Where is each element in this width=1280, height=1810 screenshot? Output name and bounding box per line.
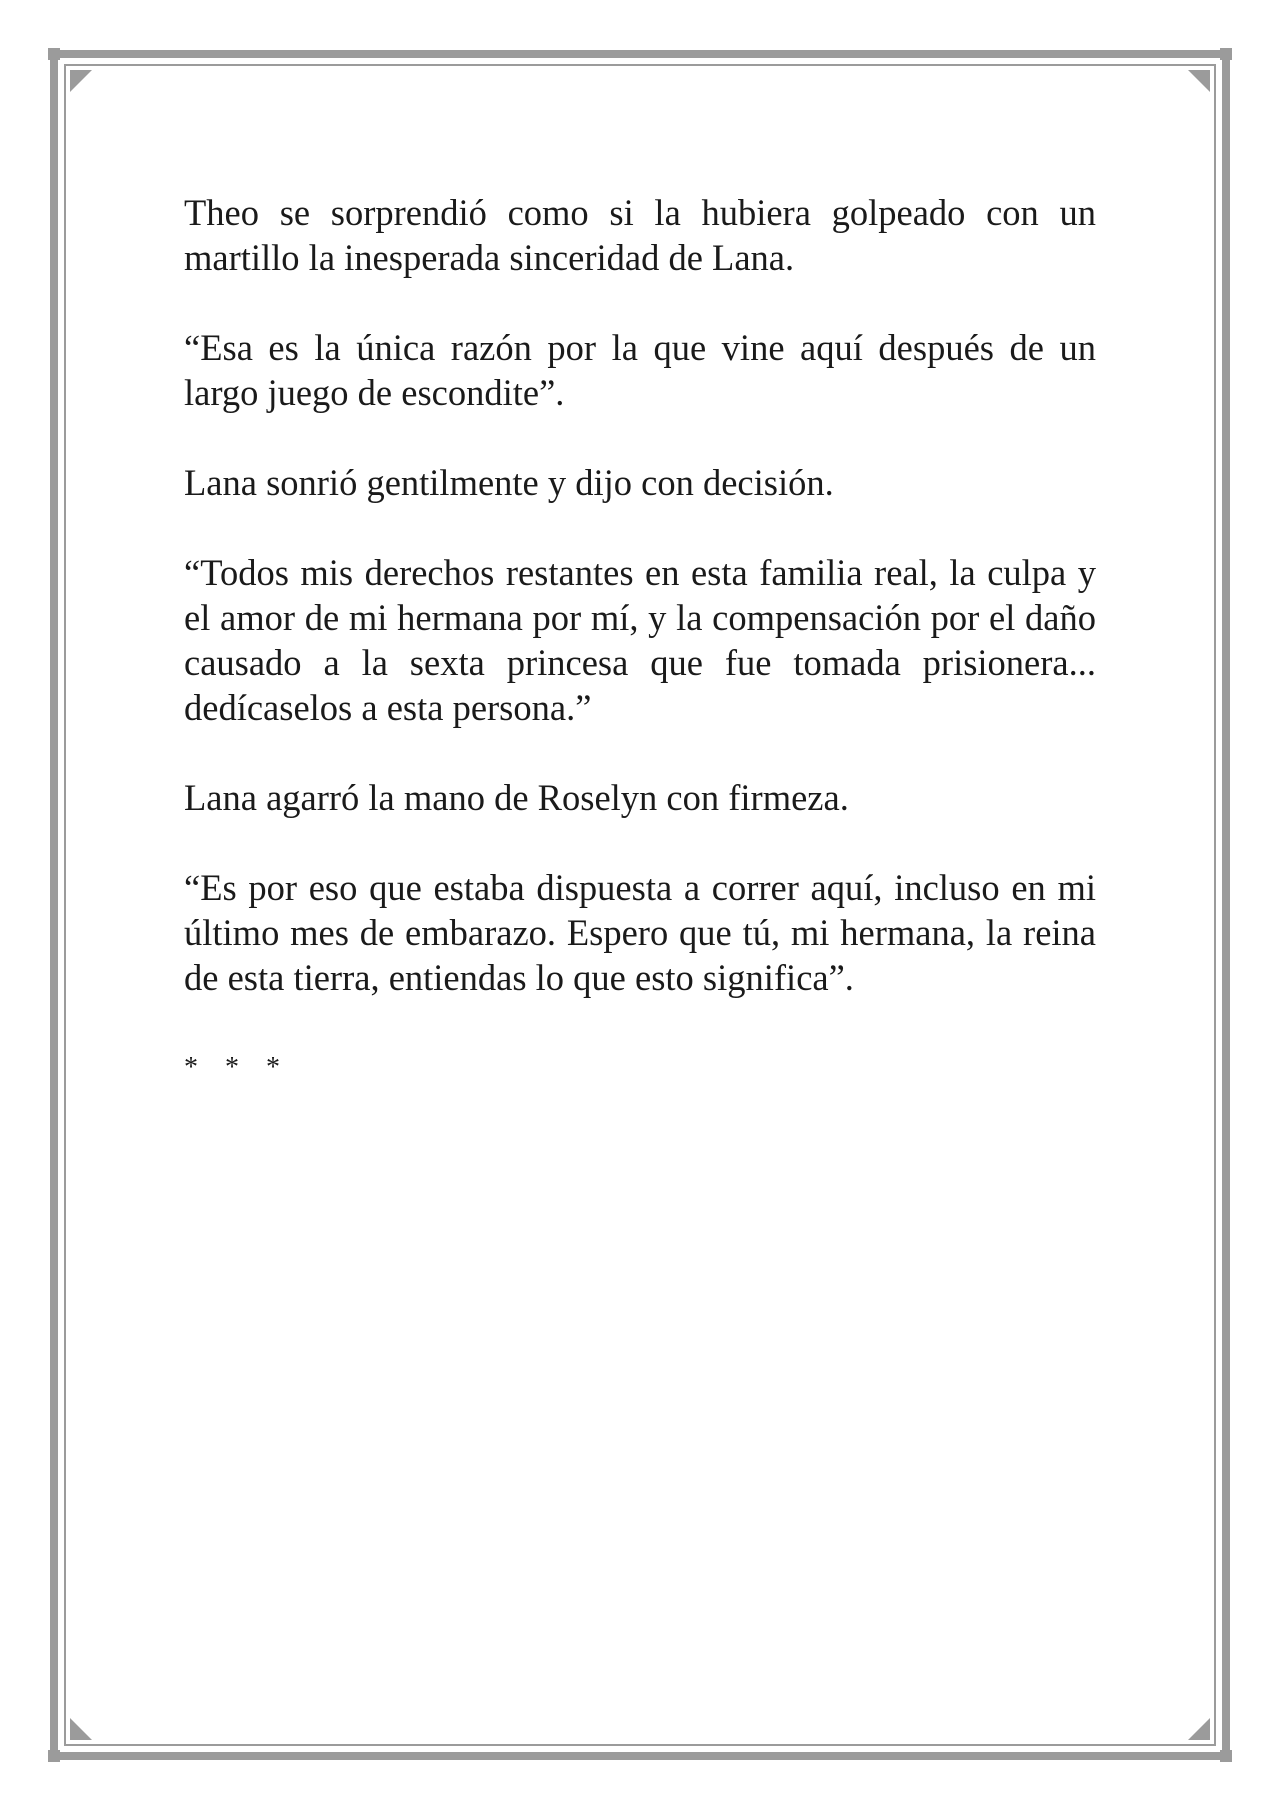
paragraph-5: Lana agarró la mano de Roselyn con firmeza. bbox=[184, 777, 849, 818]
paragraph-3: Lana sonrió gentilmente y dijo con decisión. bbox=[184, 462, 834, 503]
paragraph-2: “Esa es la única razón por la que vine aquí después de un largo juego de escondite”. bbox=[184, 327, 1096, 413]
scene-break: * * * bbox=[184, 1052, 290, 1083]
paragraph-1: Theo se sorprendió como si la hubiera golpeado con un martillo la inesperada sinceridad de Lana. bbox=[184, 192, 1096, 278]
paragraph-4: “Todos mis derechos restantes en esta familia real, la culpa y el amor de mi hermana por mí, y la compensación por el daño causado a la sexta princesa que fue tomada prisionera... dedícaselos a esta persona.” bbox=[184, 552, 1096, 728]
paragraph-6: “Es por eso que estaba dispuesta a correr aquí, incluso en mi último mes de embarazo. Espero que tú, mi hermana, la reina de esta tierra, entiendas lo que esto significa”. bbox=[184, 867, 1096, 998]
document-body bbox=[184, 190, 1096, 1135]
